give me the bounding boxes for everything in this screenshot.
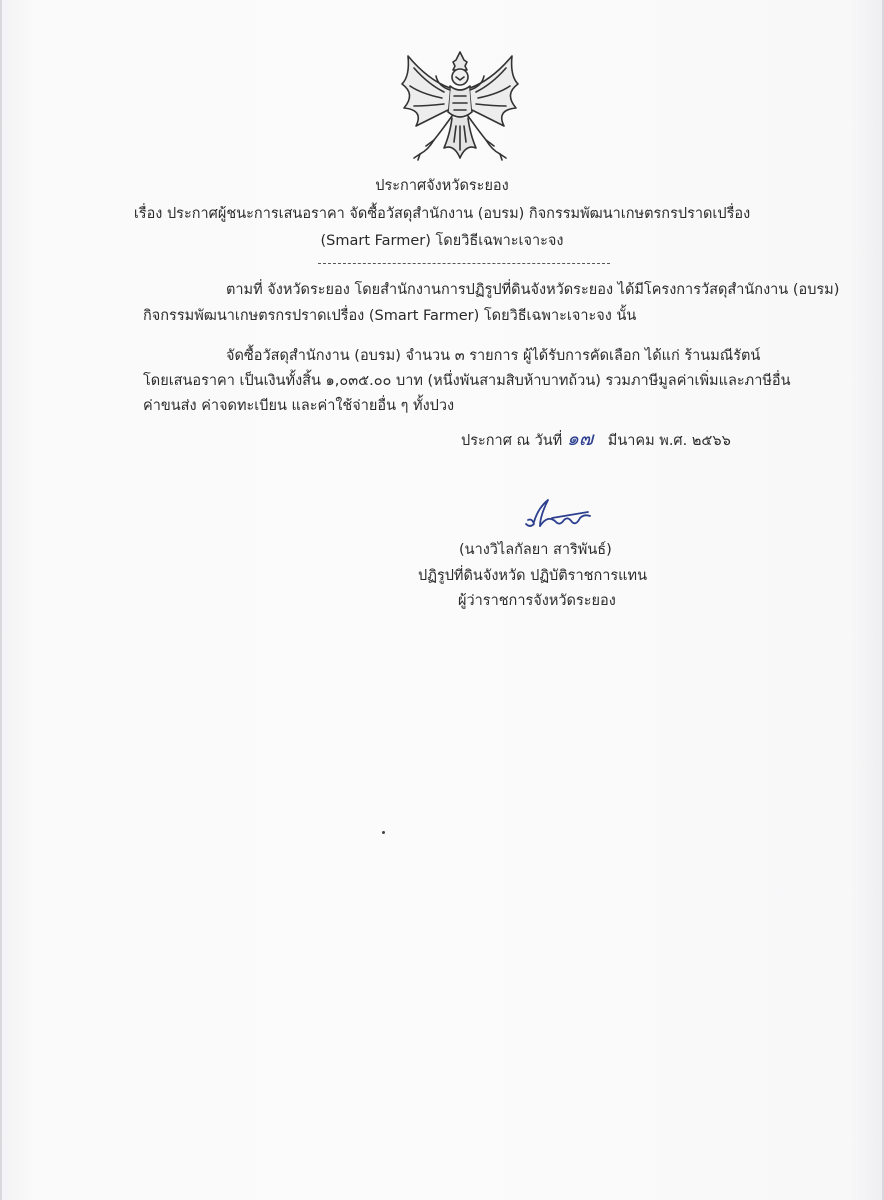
signature-icon bbox=[522, 498, 594, 534]
garuda-emblem-icon bbox=[398, 50, 522, 162]
subject-line-1: เรื่อง ประกาศผู้ชนะการเสนอราคา จัดซื้อวัสดุสำนักงาน (อบรม) กิจกรรมพัฒนาเกษตรกรปราดเปรื่อง bbox=[133, 206, 751, 222]
para1-line2: กิจกรรมพัฒนาเกษตรกรปราดเปรื่อง (Smart Farmer) โดยวิธีเฉพาะเจาะจง นั้น bbox=[143, 308, 637, 324]
signatory-position-1: ปฏิรูปที่ดินจังหวัด ปฏิบัติราชการแทน bbox=[418, 568, 647, 584]
separator-line bbox=[318, 263, 610, 264]
para2-line2: โดยเสนอราคา เป็นเงินทั้งสิ้น ๑,๐๓๕.๐๐ บาท (หนึ่งพันสามสิบห้าบาทถ้วน) รวมภาษีมูลค่าเพิ่มและภาษีอื่น bbox=[143, 373, 791, 389]
para2-line1: จัดซื้อวัสดุสำนักงาน (อบรม) จำนวน ๓ รายการ ผู้ได้รับการคัดเลือก ได้แก่ ร้านมณีรัตน์ bbox=[226, 348, 761, 364]
announcement-date bbox=[461, 429, 731, 451]
subject-line-2: (Smart Farmer) โดยวิธีเฉพาะเจาะจง bbox=[320, 233, 564, 249]
signatory-name: (นางวิไลกัลยา สาริพันธ์) bbox=[459, 542, 612, 558]
scan-speck bbox=[382, 831, 385, 834]
para2-line3: ค่าขนส่ง ค่าจดทะเบียน และค่าใช้จ่ายอื่น ๆ ทั้งปวง bbox=[143, 398, 455, 414]
signatory-position-2: ผู้ว่าราชการจังหวัดระยอง bbox=[458, 593, 616, 609]
date-day-handwritten: ๑๗ bbox=[566, 428, 594, 450]
para1-line1: ตามที่ จังหวัดระยอง โดยสำนักงานการปฏิรูปที่ดินจังหวัดระยอง ได้มีโครงการวัสดุสำนักงาน (อบรม) bbox=[226, 282, 840, 298]
date-prefix: ประกาศ ณ วันที่ bbox=[461, 433, 563, 449]
agency-title: ประกาศจังหวัดระยอง bbox=[375, 178, 509, 194]
date-suffix: มีนาคม พ.ศ. ๒๕๖๖ bbox=[607, 433, 731, 449]
